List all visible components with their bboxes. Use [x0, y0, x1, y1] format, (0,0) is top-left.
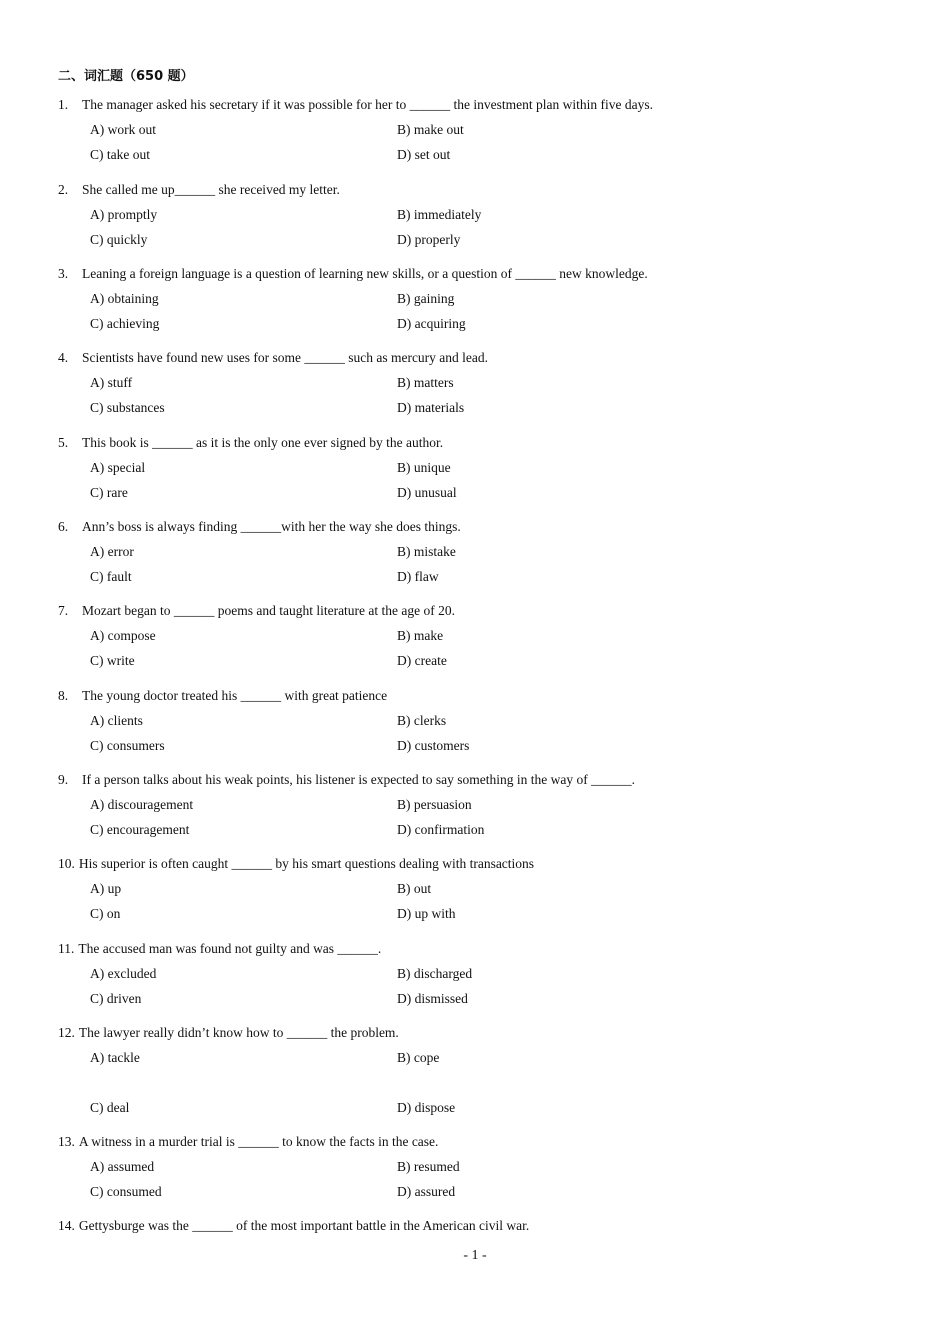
option-d: D) materials: [397, 400, 465, 415]
question-stem: [58, 1024, 878, 1049]
question-12: [58, 1024, 878, 1124]
option-d: D) acquiring: [397, 316, 466, 331]
option-b: B) persuasion: [397, 797, 472, 812]
option-a: A) compose: [90, 628, 156, 643]
option-c: C) substances: [90, 400, 165, 415]
question-number: 14.: [58, 1218, 75, 1233]
question-stem: [58, 687, 878, 712]
option-b: B) matters: [397, 375, 454, 390]
option-a: A) clients: [90, 713, 143, 728]
option-a: A) up: [90, 881, 122, 896]
option-b: B) resumed: [397, 1159, 460, 1174]
option-d: D) create: [397, 653, 447, 668]
question-number: 11.: [58, 941, 75, 956]
option-d: D) customers: [397, 738, 470, 753]
question-number: 8.: [58, 688, 69, 703]
question-stem: [58, 434, 878, 459]
option-c: C) driven: [90, 991, 142, 1006]
question-14: [58, 1217, 878, 1242]
option-a: A) special: [90, 460, 146, 475]
question-number: 12.: [58, 1025, 75, 1040]
option-b: B) gaining: [397, 291, 455, 306]
option-b: B) make: [397, 628, 444, 643]
option-c: C) achieving: [90, 316, 160, 331]
question-text: The lawyer really didn’t know how to ______ the problem.: [78, 1025, 399, 1040]
option-a: A) promptly: [90, 207, 158, 222]
question-stem: [58, 96, 878, 121]
section-title: 二、词汇题（650 题）: [58, 69, 194, 84]
option-b: B) immediately: [397, 207, 482, 222]
question-stem: [58, 518, 878, 543]
option-d: D) flaw: [397, 569, 439, 584]
question-text: The manager asked his secretary if it was possible for her to ______ the investment plan within five days.: [82, 97, 653, 112]
option-a: A) discouragement: [90, 797, 194, 812]
option-d: D) dispose: [397, 1100, 456, 1115]
question-4: [58, 349, 878, 424]
option-d: D) up with: [397, 906, 456, 921]
question-7: [58, 602, 878, 677]
question-5: [58, 434, 878, 509]
question-text: Leaning a foreign language is a question of learning new skills, or a question of ______ new knowledge.: [82, 266, 648, 281]
option-c: C) take out: [90, 147, 150, 162]
option-b: B) cope: [397, 1050, 440, 1065]
option-d: D) set out: [397, 147, 451, 162]
question-number: 2.: [58, 182, 69, 197]
question-stem: [58, 602, 878, 627]
question-9: [58, 771, 878, 846]
question-number: 10.: [58, 856, 75, 871]
question-6: [58, 518, 878, 593]
question-number: 6.: [58, 519, 69, 534]
question-13: [58, 1133, 878, 1208]
option-d: D) unusual: [397, 485, 457, 500]
question-stem: [58, 940, 878, 965]
option-a: A) tackle: [90, 1050, 140, 1065]
question-text: The accused man was found not guilty and was ______.: [78, 941, 382, 956]
option-c: C) quickly: [90, 232, 148, 247]
page-number: - 1 -: [463, 1248, 487, 1263]
question-number: 5.: [58, 435, 69, 450]
option-c: C) fault: [90, 569, 132, 584]
question-text: The young doctor treated his ______ with great patience: [82, 688, 388, 703]
question-number: 13.: [58, 1134, 75, 1149]
option-c: C) rare: [90, 485, 128, 500]
question-stem: [58, 265, 878, 290]
question-text: Ann’s boss is always finding ______with her the way she does things.: [82, 519, 461, 534]
option-a: A) work out: [90, 122, 156, 137]
question-text: Scientists have found new uses for some ______ such as mercury and lead.: [82, 350, 489, 365]
option-c: C) write: [90, 653, 135, 668]
option-b: B) out: [397, 881, 432, 896]
question-number: 4.: [58, 350, 69, 365]
question-text: She called me up______ she received my letter.: [82, 182, 340, 197]
question-1: [58, 96, 878, 171]
option-a: A) assumed: [90, 1159, 155, 1174]
option-d: D) confirmation: [397, 822, 485, 837]
option-c: C) consumers: [90, 738, 165, 753]
question-2: [58, 181, 878, 256]
option-b: B) discharged: [397, 966, 473, 981]
question-10: [58, 855, 878, 930]
question-number: 1.: [58, 97, 69, 112]
question-3: [58, 265, 878, 340]
question-stem: [58, 181, 878, 206]
option-c: C) deal: [90, 1100, 130, 1115]
question-text: Mozart began to ______ poems and taught literature at the age of 20.: [82, 603, 456, 618]
option-a: A) excluded: [90, 966, 157, 981]
question-text: A witness in a murder trial is ______ to know the facts in the case.: [78, 1134, 439, 1149]
question-stem: [58, 1217, 878, 1242]
option-d: D) dismissed: [397, 991, 468, 1006]
question-text: This book is ______ as it is the only one ever signed by the author.: [82, 435, 444, 450]
option-d: D) assured: [397, 1184, 456, 1199]
option-c: C) consumed: [90, 1184, 162, 1199]
question-11: [58, 940, 878, 1015]
question-number: 3.: [58, 266, 69, 281]
question-number: 9.: [58, 772, 69, 787]
option-b: B) make out: [397, 122, 464, 137]
option-a: A) obtaining: [90, 291, 159, 306]
question-text: Gettysburge was the ______ of the most important battle in the American civil war.: [78, 1218, 530, 1233]
option-c: C) on: [90, 906, 121, 921]
option-d: D) properly: [397, 232, 461, 247]
question-stem: [58, 349, 878, 374]
question-text: If a person talks about his weak points, his listener is expected to say something in the way of ______.: [82, 772, 636, 787]
option-b: B) clerks: [397, 713, 447, 728]
option-b: B) mistake: [397, 544, 456, 559]
option-a: A) stuff: [90, 375, 133, 390]
question-text: His superior is often caught ______ by his smart questions dealing with transactions: [78, 856, 535, 871]
question-number: 7.: [58, 603, 69, 618]
question-8: [58, 687, 878, 762]
option-b: B) unique: [397, 460, 451, 475]
option-a: A) error: [90, 544, 134, 559]
option-c: C) encouragement: [90, 822, 190, 837]
question-stem: [58, 855, 878, 880]
question-stem: [58, 1133, 878, 1158]
question-stem: [58, 771, 878, 796]
